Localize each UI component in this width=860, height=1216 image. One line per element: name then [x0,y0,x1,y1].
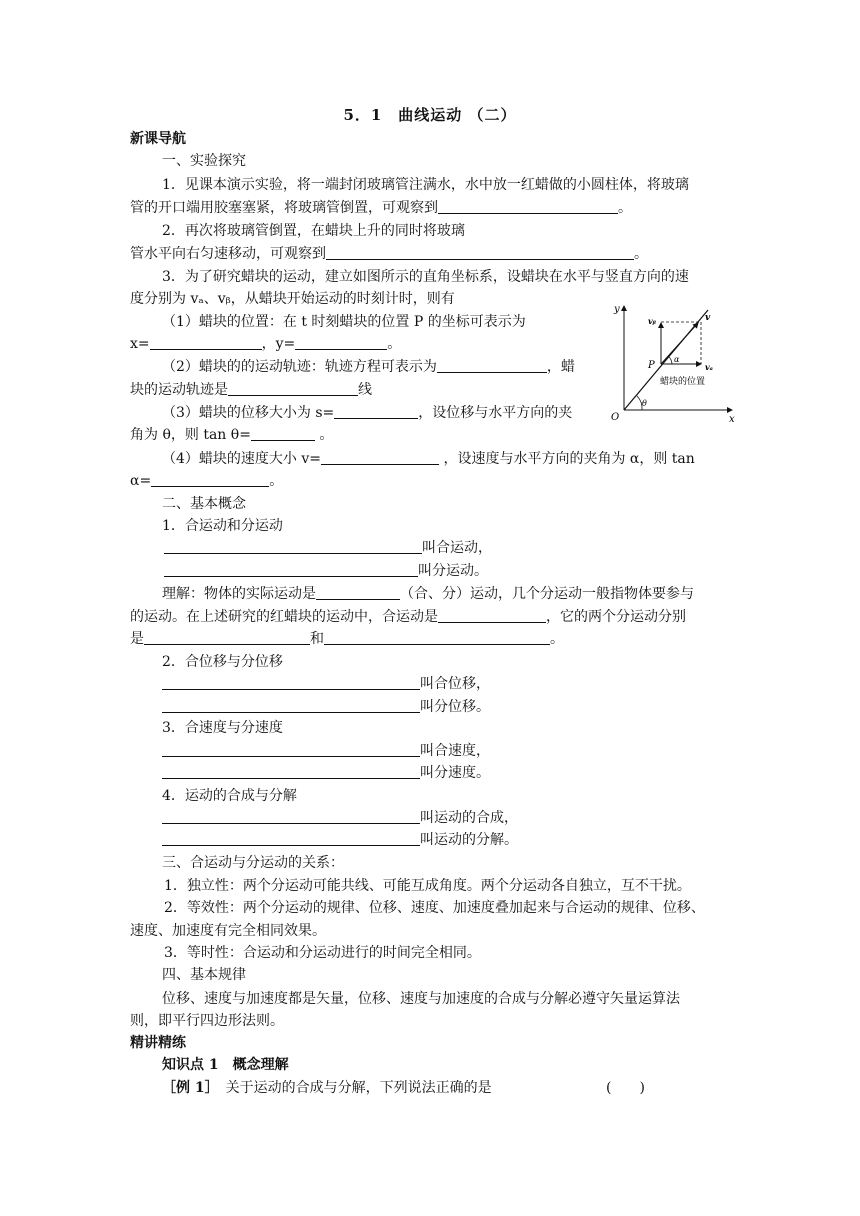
y-axis-label: y [614,304,620,315]
knowledge-point-1: 知识点 1 概念理解 [162,1057,289,1073]
concept2-line2: 叫分位移。 [162,697,490,717]
example-1-answer-paren[interactable]: ( ) [606,1080,645,1096]
answer-blank[interactable] [162,830,420,846]
concept1-line1: 叫合运动， [164,538,492,558]
exp1-line2: 管的开口端用胶塞塞紧，将玻璃管倒置，可观察到 。 [130,200,632,216]
concept4-line2: 叫运动的分解。 [162,830,518,850]
q3-line2: 角为 θ，则 tan θ= 。 [130,427,334,443]
va-label: vₐ [705,362,713,372]
answer-blank[interactable] [151,471,269,487]
heading-relationship: 三、合运动与分运动的关系： [162,855,344,871]
concept4-line1: 叫运动的合成， [162,808,518,828]
theta-label: θ [642,399,647,408]
section-practice: 精讲精练 [130,1035,186,1051]
concept2-heading: 2．合位移与分位移 [162,654,283,670]
answer-blank[interactable] [324,629,550,645]
section-new-lesson: 新课导航 [130,131,186,147]
exp3-line1: 3．为了研究蜡块的运动，建立如图所示的直角坐标系，设蜡块在水平与竖直方向的速 [162,269,689,285]
concept3-line1: 叫合速度， [162,741,490,761]
answer-blank[interactable] [295,334,387,350]
answer-blank[interactable] [162,697,420,713]
understand-line3: 是 和 。 [130,631,564,647]
answer-blank[interactable] [251,425,315,441]
answer-blank[interactable] [164,538,422,554]
answer-blank[interactable] [150,334,262,350]
answer-blank[interactable] [321,449,439,465]
concept3-heading: 3．合速度与分速度 [162,720,283,736]
understand-line2: 的运动。在上述研究的红蜡块的运动中，合运动是 ，它的两个分运动分别 [130,609,686,625]
q1-line1: （1）蜡块的位置：在 t 时刻蜡块的位置 P 的坐标可表示为 [162,314,526,330]
origin-label: O [611,412,620,423]
page-title: 5．1 曲线运动 （二） [343,106,517,124]
answer-blank[interactable] [144,629,310,645]
rel-equivalence-line1: 2．等效性：两个分运动的规律、位移、速度、加速度叠加起来与合运动的规律、位移、 [164,900,705,916]
concept1-heading: 1．合运动和分运动 [162,518,283,534]
law-line2: 则，即平行四边形法则。 [130,1013,284,1029]
q2-line2: 块的运动轨迹是 线 [130,382,372,398]
answer-blank[interactable] [316,584,400,600]
exp3-line2: 度分别为 vₐ、vᵦ，从蜡块开始运动的时刻计时，则有 [130,291,455,307]
q1-line2: x= ，y= 。 [130,336,402,352]
answer-blank[interactable] [162,763,420,779]
q4-line2: α= 。 [130,473,284,489]
rel-equivalence-line2: 速度、加速度有完全相同效果。 [130,923,326,939]
understand-line1: 理解：物体的实际运动是 （合、分）运动，几个分运动一般指物体要参与 [162,586,694,602]
law-line1: 位移、速度与加速度都是矢量，位移、速度与加速度的合成与分解必遵守矢量运算法 [162,991,680,1007]
concept3-line2: 叫分速度。 [162,763,490,783]
answer-blank[interactable] [437,357,547,373]
answer-blank[interactable] [228,380,358,396]
exp2-line2: 管水平向右匀速移动，可观察到 。 [130,246,648,262]
heading-laws: 四、基本规律 [162,967,246,983]
q3-line1: （3）蜡块的位移大小为 s= ，设位移与水平方向的夹 [162,405,573,421]
answer-blank[interactable] [164,561,418,577]
answer-blank[interactable] [326,244,634,260]
v-label: v [705,313,711,323]
concept4-heading: 4．运动的合成与分解 [162,788,297,804]
answer-blank[interactable] [162,808,420,824]
exp2-line1: 2．再次将玻璃管倒置，在蜡块上升的同时将玻璃 [162,223,465,239]
answer-blank[interactable] [162,741,420,757]
answer-blank[interactable] [438,198,618,214]
vb-label: vᵦ [648,316,656,326]
coordinate-diagram [604,298,744,426]
q2-line1: （2）蜡块的的运动轨迹：轨迹方程可表示为 ，蜡 [162,359,575,375]
concept1-line2: 叫分运动。 [164,561,488,581]
diagram-caption: 蜡块的位置 [660,377,706,387]
v-arrow [661,323,698,364]
x-axis-label: x [729,414,735,425]
rel-independence: 1．独立性：两个分运动可能共线、可能互成角度。两个分运动各自独立，互不干扰。 [164,878,691,894]
rel-simultaneity: 3．等时性：合运动和分运动进行的时间完全相同。 [164,945,481,961]
point-label: P [648,360,655,371]
trajectory-line [624,310,708,410]
answer-blank[interactable] [438,607,546,623]
answer-blank[interactable] [162,674,420,690]
exp1-line1: 1．见课本演示实验，将一端封闭玻璃管注满水，水中放一红蜡做的小圆柱体，将玻璃 [162,177,689,193]
heading-experiment: 一、实验探究 [162,153,246,169]
concept2-line1: 叫合位移， [162,674,490,694]
example-1: ［例 1］ 关于运动的合成与分解，下列说法正确的是 [162,1080,492,1096]
alpha-label: α [674,355,680,364]
heading-concepts: 二、基本概念 [162,496,246,512]
answer-blank[interactable] [334,403,418,419]
q4-line1: （4）蜡块的速度大小 v= ，设速度与水平方向的夹角为 α，则 tan [162,451,695,467]
